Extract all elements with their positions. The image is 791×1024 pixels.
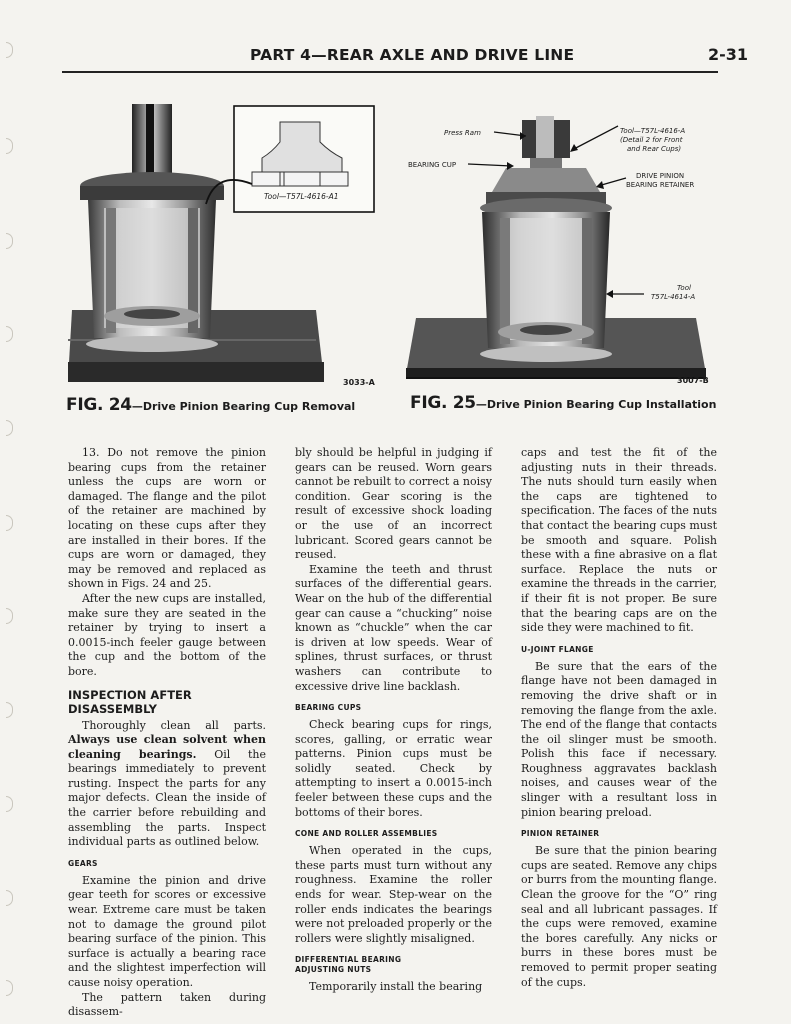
paragraph-differential-gears: Examine the teeth and thrust surfaces of the differential gears. Wear on the hub of the differential gear can cause a “chucking” noise known as “chuckle” when the car is driven at low speeds. Wear of splines, thrust surfaces, or thrust washers can contribute to excessive drive line backlash.: [295, 562, 492, 693]
fig25-label-press-ram: Press Ram: [444, 129, 481, 137]
header-rule: [62, 71, 718, 73]
clean-text-b: Oil the bearings immediately to prevent rusting. Inspect the parts for any major defects. Clean the inside of the carrier before rebuilding and assembling the parts. Inspect individual parts as outlined below.: [68, 747, 267, 849]
text-column-1: [68, 446, 266, 1020]
fig24-inset-label: Tool—T57L-4616-A1: [264, 192, 339, 201]
heading-inspection-after-disassembly: [68, 688, 266, 716]
fig24-code: 3033-A: [343, 378, 375, 387]
text-column-2: [295, 446, 492, 995]
heading-gears: GEARS: [68, 858, 98, 868]
figure-24-photo: [66, 100, 378, 390]
fig25-label-tool-detail-2: (Detail 2 for Front: [620, 136, 683, 144]
fig24-caption: [66, 395, 355, 415]
paragraph-adjusting-nuts: Temporarily install the bearing: [309, 980, 483, 994]
fig25-label-tool-2: T57L-4614-A: [651, 293, 696, 301]
fig25-caption: [410, 393, 716, 413]
fig25-caption-text: —Drive Pinion Bearing Cup Installation: [475, 398, 717, 411]
paragraph-u-joint-flange: Be sure that the ears of the flange have not been damaged in removing the drive shaft or in removing the flange from the axle. The end of the flange that contacts the oil slinger must be smooth. Polish this face if necessary. Roughness aggravates backlash noises, and causes wear of the slinger with a resultant loss in pinion bearing preload.: [521, 659, 717, 819]
binder-hole-mark: [6, 420, 13, 436]
page-header-title: PART 4—REAR AXLE AND DRIVE LINE: [250, 46, 575, 64]
binder-hole-mark: [6, 515, 13, 531]
paragraph-gear-reuse: bly should be helpful in judging if gears can be reused. Worn gears cannot be rebuilt to correct a noisy condition. Gear scoring is the result of excessive shock loading or the use of an incorrect lubricant. Scored gears cannot be reused.: [295, 446, 492, 562]
fig24-number: FIG. 24: [66, 395, 132, 415]
binder-hole-mark: [6, 326, 13, 342]
clean-text-a: Thoroughly clean all parts.: [82, 718, 266, 732]
binder-hole-mark: [6, 42, 13, 58]
heading-bearing-cups: BEARING CUPS: [295, 703, 362, 713]
paragraph-bearing-cups: Check bearing cups for rings, scores, galling, or erratic wear patterns. Pinion cups must be solidly seated. Check by attempting to insert a 0.0015-inch feeler between these cups and the bottoms of their bores.: [295, 718, 492, 819]
fig25-label-retainer-2: BEARING RETAINER: [626, 181, 695, 189]
paragraph-pattern: The pattern taken during disassem-: [68, 990, 266, 1019]
binder-hole-mark: [6, 702, 13, 718]
heading-line-2: DISASSEMBLY: [68, 701, 157, 716]
paragraph-pinion-retainer: Be sure that the pinion bearing cups are seated. Remove any chips or burrs from the mounting flange. Clean the groove for the “O” ring seal and all lubricant passages. If the cups were removed, examine the bores carefully. Any nicks or burrs in these bores must be removed to permit proper seating of the cups.: [521, 844, 717, 989]
page-number: 2-31: [708, 45, 749, 64]
heading-differential-bearing: [295, 955, 492, 975]
heading-line-2: ADJUSTING NUTS: [295, 965, 372, 975]
paragraph-gears: Examine the pinion and drive gear teeth for scores or excessive wear. Extreme care must be taken not to damage the ground pilot bearing surface of the pinion. This surface is actually a bearing race and the slightest imperfection will cause noisy operation.: [68, 873, 266, 989]
fig25-label-tool-1: Tool: [677, 284, 691, 292]
heading-u-joint-flange: U-JOINT FLANGE: [521, 644, 594, 654]
paragraph-bearing-caps: caps and test the fit of the adjusting nuts in their threads. The nuts should turn easily when the caps are tightened to specification. The faces of the nuts that contact the bearing cups must be smooth and square. Polish these with a fine abrasive on a flat surface. Replace the nuts or examine the threads in the carrier, if their fit is not proper. Be sure that the bearing caps are on the side they were machined to fit.: [521, 446, 717, 635]
fig25-label-retainer-1: DRIVE PINION: [636, 172, 685, 180]
binder-hole-mark: [6, 980, 13, 996]
paragraph-clean-parts: [68, 719, 266, 850]
heading-line-1: DIFFERENTIAL BEARING: [295, 955, 402, 965]
fig25-code: 3007-B: [677, 376, 709, 385]
heading-pinion-retainer: PINION RETAINER: [521, 829, 600, 839]
binder-hole-mark: [6, 233, 13, 249]
paragraph-after-install: After the new cups are installed, make sure they are seated in the retainer by trying to insert a 0.0015-inch feeler gauge between the cup and the bottom of the bore.: [68, 591, 266, 678]
fig25-number: FIG. 25: [410, 393, 476, 413]
fig24-caption-text: —Drive Pinion Bearing Cup Removal: [131, 400, 356, 413]
binder-hole-mark: [6, 890, 13, 906]
heading-cone-roller: CONE AND ROLLER ASSEMBLIES: [295, 829, 438, 839]
binder-hole-mark: [6, 608, 13, 624]
clean-text-bold: Always use clean solvent when cleaning bearings.: [68, 733, 266, 761]
text-column-3: [521, 446, 717, 990]
binder-hole-mark: [6, 138, 13, 154]
paragraph-cone-roller: When operated in the cups, these parts must turn without any roughness. Examine the roller ends for wear. Step-wear on the roller ends indicates the bearings were not preloaded properly or the rollers were slightly misaligned.: [295, 844, 492, 945]
binder-hole-mark: [6, 796, 13, 812]
fig25-label-tool-detail-1: Tool—T57L-4616-A: [620, 127, 686, 135]
heading-line-1: INSPECTION AFTER: [68, 687, 192, 702]
fig25-label-bearing-cup: BEARING CUP: [408, 161, 457, 169]
paragraph-step-13: 13. Do not remove the pinion bearing cups from the retainer unless the cups are worn or damaged. The flange and the pilot of the retainer are machined by locating on these cups after they are installed in their bores. If the cups are worn or damaged, they may be removed and replaced as shown in Figs. 24 and 25.: [68, 446, 266, 591]
fig25-label-tool-detail-3: and Rear Cups): [627, 145, 682, 153]
